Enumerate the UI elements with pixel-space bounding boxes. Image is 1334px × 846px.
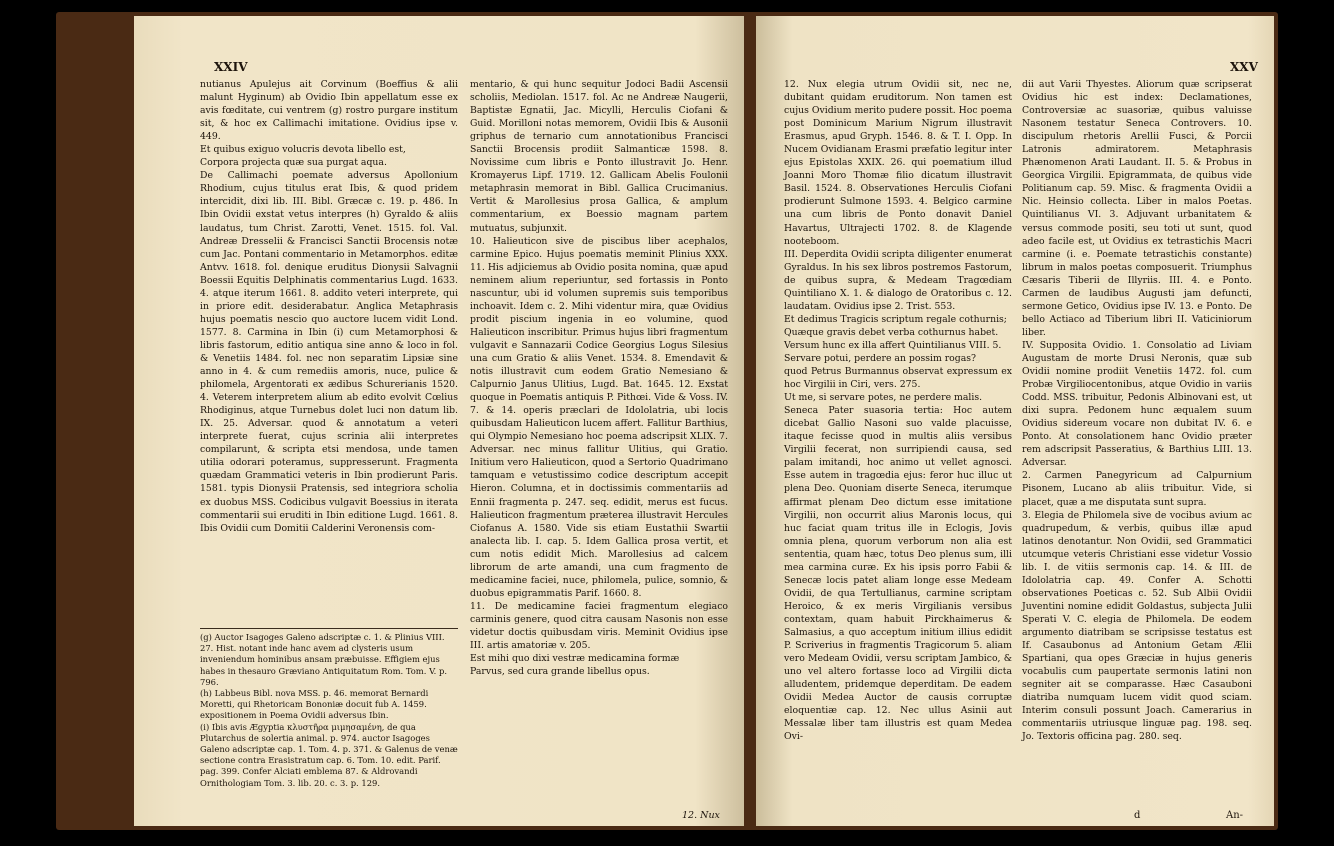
text-column-right: dii aut Varii Thyestes. Aliorum quæ scripserat Ovidius hic est index: Declamationes, Controversiæ ac suasoriæ, quibus valuisse Nasonem testatur Seneca Controvers. 10. discipulum rhetoris Arellii Fusci, & Porcii Latronis admiratorem. Metaphrasis Phænomenon Arati Laudant. II. 5. & Probus in Georgica Virgilii. Epigrammata, de quibus vide Politianum cap. 59. Misc. & fragmenta Ovidii a Nic. Heinsio collecta. Liber in malos Poetas. Quintilianus VI. 3. Adjuvant urbanitatem & versus commode positi, seu toti ut sunt, quod adeo facile est, ut Ovidius ex tetrastichis Macri carmine (i. e. Poemate tetrastichis constante) librum in malos poetas composuerit. Triumphus Cæsaris Tiberii de Illyriis. III. 4. e Ponto. Carmen de laudibus Augusti jam defuncti, sermone Getico, Ovidius ipse IV. 13. e Ponto. De bello Actiaco ad Tiberium libri II. Vaticiniorum liber. IV. Supposita Ovidio. 1. Consolatio ad Liviam Augustam de morte Drusi Neronis, quæ sub Ovidii nomine prodiit Venetiis 1472. fol. cum Probæ Virgiliocentonibus, atque Ovidio in variis Codd. MSS. tribuitur, Pedonis Albinovani est, ut dixi supra. Pedonem hunc æqualem suum Ovidius sidereum vocare non dubitat IV. 6. e Ponto. At consolationem hanc Ovidio præter rem adscripsit Passeratius, & Barthius LIII. 13. Adversar. 2. Carmen Panegyricum ad Calpurnium Pisonem, Lucano ab aliis tribuitur. Vide, si placet, quæ a me disputata sunt supra. 3. Elegia de Philomela sive de vocibus avium ac quadrupedum, & verbis, quibus illæ apud latinos denotantur. Non Ovidii, sed Grammatici utcumque veteris Christiani esse videtur Vossio lib. I. de vitiis sermonis cap. 14. & III. de Idololatria cap. 49. Confer A. Schotti observationes Poeticas c. 52. Sub Albii Ovidii Juventini nomine edidit Goldastus, subjecta Julii Sperati V. C. elegia de Philomela. De eodem argumento diatribam se scripsisse testatus est If. Casaubonus ad Antonium Getam Ælii Spartiani, qua opes Græciæ in hujus generis vocabulis cum paupertate sermonis latini non segniter ait se comparasse. Hæc Casauboni diatriba numquam lucem vidit quod sciam. Interim consuli possunt Joach. Camerarius in commentariis utriusque linguæ pag. 198. seq. Jo. Textoris officina pag. 280. seq.: [1022, 79, 1252, 743]
right-page: [756, 16, 1274, 826]
catchword: An-: [1226, 810, 1244, 821]
text-column-right: mentario, & qui hunc sequitur Jodoci Badii Ascensii scholiis, Mediolan. 1517. fol. Ac ne Andreæ Naugerii, Baptistæ Egnatii, Jac. Micylli, Herculis Ciofani & Guid. Morilloni notas memorem, Ovidii Ibis & Ausonii griphus de ternario cum annotationibus Francisci Sanctii Brocensis prodiit Salmanticæ 1598. 8. Novissime cum libris e Ponto illustravit Jo. Henr. Kromayerus Lipf. 1719. 12. Gallicam Abelis Foulonii metaphrasin memorat in Bibl. Gallica Crucimanius. Vertit & Marollesius prosa Gallica, & amplum commentarium, ex Boessio magnam partem mutuatus, subjunxit. 10. Halieuticon sive de piscibus liber acephalos, carmine Epico. Hujus poematis meminit Plinius XXX. 11. His adjiciemus ab Ovidio posita nomina, quæ apud neminem alium reperiuntur, sed fortassis in Ponto nascuntur, ubi id volumen supremis suis temporibus inchoavit. Idem c. 2. Mihi videntur mira, quæ Ovidius prodit piscium ingenia in eo volumine, quod Halieuticon inscribitur. Primus hujus libri fragmentum vulgavit e Sannazarii Codice Georgius Logus Silesius una cum Gratio & aliis Venet. 1534. 8. Emendavit & notis illustravit cum eodem Gratio Nemesiano & Calpurnio Janus Ulitius, Lugd. Bat. 1645. 12. Exstat quoque in Poematis antiquis P. Pithœi. Vide & Voss. IV. 7. & 14. operis præclari de Idololatria, ubi locis quibusdam Halieuticon lucem affert. Fallitur Barthius, qui Olympio Nemesiano hoc poema adscripsit XLIX. 7. Adversar. nec minus fallitur Ulitius, qui Gratio. Initium vero Halieuticon, quod a Sertorio Quadrimano tamquam e vetustissimo codice descriptum accepit Hieron. Columna, et in doctissimis commentariis ad Ennii fragmenta p. 247. seq. edidit, merus est fucus. Halieuticon fragmentum præterea illustravit Hercules Ciofanus A. 1580. Vide sis etiam Eustathii Swartii analecta lib. I. cap. 5. Idem Gallica prosa vertit, et cum notis edidit Mich. Marollesius ad calcem librorum de arte amandi, una cum fragmento de medicamine faciei, nuce, philomela, pulice, somnio, & duobus epigrammatis Parif. 1660. 8. 11. De medicamine faciei fragmentum elegiaco carminis genere, quod citra causam Nasonis non esse videtur doctis quibusdam viris. Meminit Ovidius ipse III. artis amatoriæ v. 205. Est mihi quo dixi vestræ medicamina formæ Parvus, sed cura grande libellus opus.: [470, 79, 728, 678]
footnotes: (g) Auctor Isagoges Galeno adscriptæ c. 1. & Plinius VIII. 27. Hist. notant inde hanc avem ad clysteris usum inveniendum hominibus ansam præbuisse. Effigiem ejus habes in thesauro Græviano Antiquitatum Rom. Tom. V. p. 796. (h) Labbeus Bibl. nova MSS. p. 46. memorat Bernardi Moretti, qui Rhetoricam Bononiæ docuit fub A. 1459. expositionem in Poema Ovidii adversus Ibin. (i) Ibis avis Ægyptia κλυστῆρα μιμησαμένη, de qua Plutarchus de solertia animal. p. 974. auctor Isagoges Galeno adscriptæ cap. 1. Tom. 4. p. 371. & Galenus de venæ sectione contra Erasistratum cap. 6. Tom. 10. edit. Parif. pag. 399. Confer Alciati emblema 87. & Aldrovandi Ornithologiam Tom. 3. lib. 20. c. 3. p. 129.: [200, 632, 458, 788]
footnote-rule: [200, 628, 458, 629]
left-page: [134, 16, 744, 826]
signature-mark: d: [1134, 810, 1141, 821]
page-number: XXIV: [214, 60, 248, 74]
book-binding: [56, 12, 1278, 830]
page-number: XXV: [1230, 60, 1258, 74]
text-column-left: 12. Nux elegia utrum Ovidii sit, nec ne, dubitant quidam eruditorum. Non tamen est cujus Ovidium merito pudere possit. Hoc poema post Dominicum Marium Nigrum illustravit Erasmus, apud Gryph. 1546. 8. & T. I. Opp. In Nucem Ovidianam Erasmi præfatio legitur inter ejus Epistolas XXIX. 26. qui poematium illud Joanni Moro Thomæ filio dicatum illustravit Basil. 1524. 8. Observationes Herculis Ciofani prodierunt Sulmone 1593. 4. Belgico carmine una cum libris de Ponto donavit Daniel Havartus, Ultrajecti 1702. 8. de Klagende nooteboom. III. Deperdita Ovidii scripta diligenter enumerat Gyraldus. In his sex libros postremos Fastorum, de quibus supra, & Medeam Tragœdiam Quintiliano X. 1. & dialogo de Oratoribus c. 12. laudatam. Ovidius ipse 2. Trist. 553. Et dedimus Tragicis scriptum regale cothurnis; Quæque gravis debet verba cothurnus habet. Versum hunc ex illa affert Quintilianus VIII. 5. Servare potui, perdere an possim rogas? quod Petrus Burmannus observat expressum ex hoc Virgilii in Ciri, vers. 275. Ut me, si servare potes, ne perdere malis. Seneca Pater suasoria tertia: Hoc autem dicebat Gallio Nasoni suo valde placuisse, itaque fecisse quod in multis aliis versibus Virgilii fecerat, non surripiendi causa, sed palam imitandi, hoc animo ut vellet agnosci. Esse autem in tragœdia ejus: feror huc illuc ut plena Deo. Quoniam diserte Seneca, iterumque affirmat plenam Deo dictum esse imitatione Virgilii, non occurrit alius Maronis locus, qui huc faciat quam tritus ille in Eclogis, Jovis omnia plena, quorum verborum non alia est sententia, quam hæc, totus Deo plenus sum, illi mea carmina curæ. Ex his ipsis porro Fabii & Senecæ locis patet aliam longe esse Medeam Ovidii, de qua Tertullianus, carmine scriptam Heroico, & ex meris Virgilianis versibus contextam, quam habuit Pirckhaimerus & Salmasius, a quo acceptum initium illius edidit P. Scriverius in fragmentis Tragicorum 5. aliam vero Medeam Ovidii, versu scriptam Jambico, & uno vel altero fortasse loco ad Virgilii dicta alludentem, pridemque deperditam. De eadem Ovidii Medea Auctor de causis corruptæ eloquentiæ cap. 12. Nec ullus Asinii aut Messalæ liber tam illustris est quam Medea Ovi-: [784, 79, 1012, 743]
text-column-left: nutianus Apulejus ait Corvinum (Boeffius & alii malunt Hyginum) ab Ovidio Ibin appellatum esse ex avis fœditate, cui ventrem (g) rostro purgare institum sit, & hoc ex Callimachi imitatione. Ovidius ipse v. 449. Et quibus exiguo volucris devota libello est, Corpora projecta quæ sua purgat aqua. De Callimachi poemate adversus Apollonium Rhodium, cujus titulus erat Ibis, & quod pridem intercidit, dixi lib. III. Bibl. Græcæ c. 19. p. 486. In Ibin Ovidii exstat vetus interpres (h) Gyraldo & aliis laudatus, tum Christ. Zarotti, Venet. 1515. fol. Val. Andreæ Dresselii & Francisci Sanctii Brocensis notæ cum Jac. Pontani commentario in Metamorphos. editæ Antvv. 1618. fol. denique eruditus Dionysii Salvagnii Boessii Equitis Delphinatis commentarius Lugd. 1633. 4. atque iterum 1661. 8. addito veteri interprete, qui in priore edit. desiderabatur. Anglica Metaphrasis hujus poematis nescio quo auctore lucem vidit Lond. 1577. 8. Carmina in Ibin (i) cum Metamorphosi & libris fastorum, editio antiqua sine anno & loco in fol. & Venetiis 1484. fol. nec non separatim Lipsiæ sine anno in 4. & cum remediis amoris, nuce, pulice & philomela, Argentorati ex ædibus Schurerianis 1520. 4. Veterem interpretem alium ab edito evolvit Cœlius Rhodiginus, atque Turnebus dolet luci non datum lib. IX. 25. Adversar. quod & annotatum a veteri interprete fuerat, cujus scrinia alii interpretes compilarunt, & scripta etsi mendosa, unde tamen utilia odorari poteramus, suppresserunt. Fragmenta quædam Grammatici veteris in Ibin prodierunt Paris. 1581. typis Dionysii Pratensis, sed integriora scholia ex duobus MSS. Codicibus vulgavit Boessius in iterata commentarii sui eruditi in Ibin editione Lugd. 1661. 8. Ibis Ovidii cum Domitii Calderini Veronensis com-: [200, 79, 458, 534]
catchword: 12. Nux: [682, 810, 720, 821]
